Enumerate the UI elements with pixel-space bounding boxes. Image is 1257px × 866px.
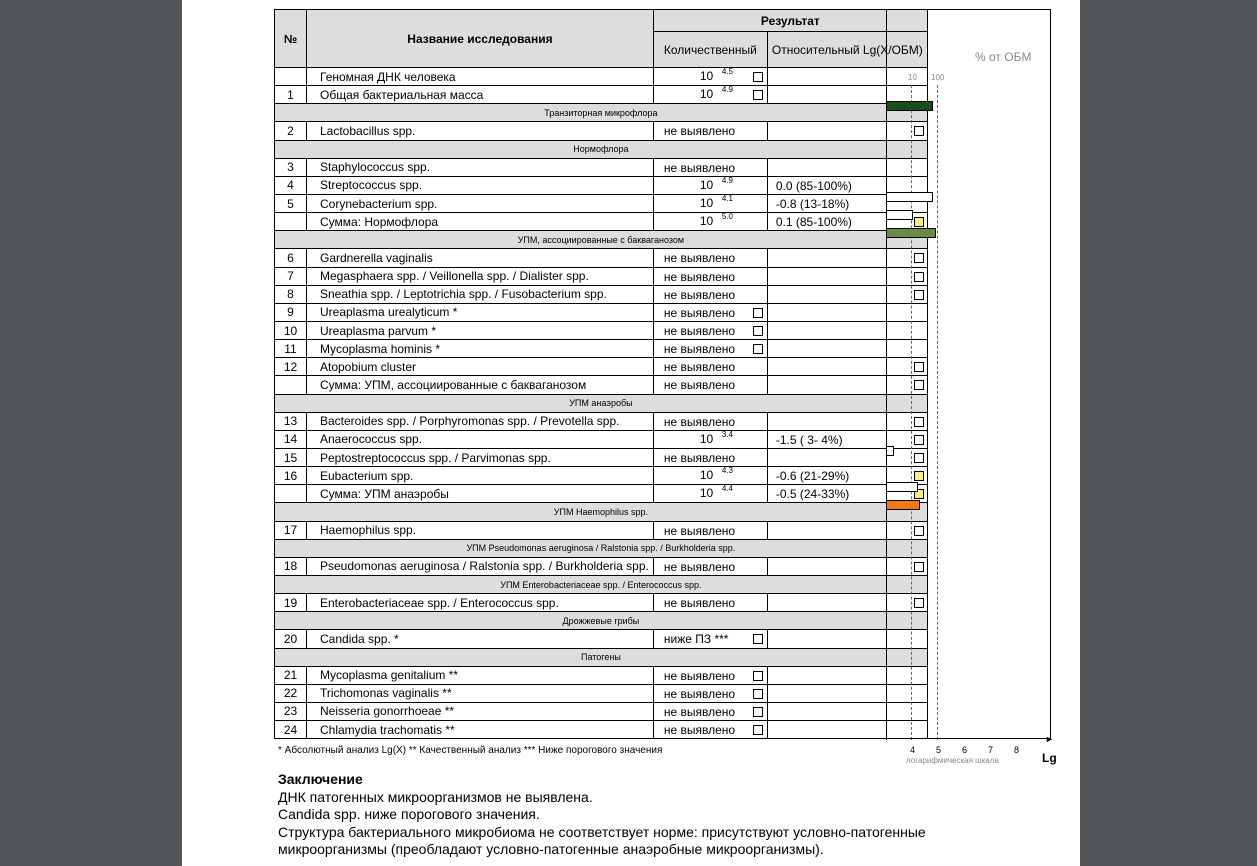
test-name: Chlamydia trachomatis ** [307,721,654,739]
quantitative-text: не выявлено [663,414,736,429]
table-row [275,521,928,539]
x-tick-8: 8 [1014,745,1020,755]
table-row [275,194,928,212]
x-axis-line [886,738,1048,739]
row-number: 9 [275,303,307,321]
test-name: Bacteroides spp. / Porphyromonas spp. / Prevotella spp. [307,412,654,430]
quantitative-result [653,285,767,303]
gridline-4 [911,85,912,740]
quantitative-text: не выявлено [663,360,736,375]
test-name: Corynebacterium spp. [307,194,654,212]
x-tick-5: 5 [936,745,942,755]
x-tick-7: 7 [988,745,994,755]
section-label: Транзиторная микрофлора [275,104,928,122]
quantitative-result [653,666,767,684]
quantitative-result [653,122,767,140]
section-row [275,104,928,122]
section-row [275,648,928,666]
row-number: 1 [275,86,307,104]
checkbox[interactable] [753,90,763,100]
section-label: Дрожжевые грибы [275,612,928,630]
quantitative-result [653,448,767,466]
quantitative-result [653,684,767,702]
table-row [275,158,928,176]
test-name: Ureaplasma parvum * [307,321,654,339]
test-name: Сумма: Нормофлора [307,213,654,231]
quantitative-result [653,358,767,376]
report-page [182,0,1080,866]
chart-bar [886,210,913,220]
relative-value: -0.5 (24-33%) [775,487,850,502]
table-row [275,68,928,86]
quantitative-text: не выявлено [663,323,736,338]
axis-unit-label: Lg [1042,751,1057,765]
row-number: 2 [275,122,307,140]
quantitative-base: 10 [699,468,714,483]
table-row [275,321,928,339]
x-axis-arrow-icon: ► [1045,734,1054,744]
quantitative-result [653,194,767,212]
section-label: УПМ Haemophilus spp. [275,503,928,521]
quantitative-result [653,68,767,86]
conclusion-line: ДНК патогенных микроорганизмов не выявлена. [278,788,593,805]
chart-title: % от ОБМ [975,50,1032,64]
table-row [275,721,928,739]
test-name: Сумма: УПМ, ассоциированные с бакваганозом [307,376,654,394]
checkbox[interactable] [753,707,763,717]
test-name: Trichomonas vaginalis ** [307,684,654,702]
table-row [275,122,928,140]
test-name: Геномная ДНК человека [307,68,654,86]
table-row [275,340,928,358]
table-row [275,376,928,394]
quantitative-exponent: 4.4 [721,484,733,494]
relative-value: 0.0 (85-100%) [775,178,852,193]
test-name: Candida spp. * [307,630,654,648]
row-number: 10 [275,321,307,339]
table-row [275,303,928,321]
quantitative-base: 10 [699,87,714,102]
row-number: 15 [275,448,307,466]
quantitative-result [653,702,767,720]
row-number [275,485,307,503]
table-row [275,267,928,285]
test-name: Сумма: УПМ анаэробы [307,485,654,503]
quantitative-text: не выявлено [663,269,736,284]
quantitative-text: не выявлено [663,378,736,393]
row-number: 18 [275,557,307,575]
quantitative-text: не выявлено [663,596,736,611]
test-name: Streptococcus spp. [307,176,654,194]
test-name: Pseudomonas aeruginosa / Ralstonia spp. / Burkholderia spp. [307,557,654,575]
quantitative-exponent: 3.4 [721,429,733,439]
row-number: 19 [275,594,307,612]
conclusion [278,771,926,859]
quantitative-base: 10 [699,214,714,229]
table-row [275,249,928,267]
gridline-5 [937,85,938,740]
section-label: Патогены [275,648,928,666]
test-name: Ureaplasma urealyticum * [307,303,654,321]
col-header-name: Название исследования [307,10,654,68]
quantitative-text: не выявлено [663,124,736,139]
test-name: Eubacterium spp. [307,467,654,485]
test-name: Haemophilus spp. [307,521,654,539]
quantitative-result [653,721,767,739]
section-row [275,140,928,158]
quantitative-exponent: 4.3 [721,466,733,476]
col-header-relative: Относительный Lg(X/ОБМ) [767,32,927,68]
quantitative-exponent: 4.9 [721,85,733,95]
quantitative-result [653,376,767,394]
x-tick-4: 4 [910,745,916,755]
section-row [275,503,928,521]
table-row [275,702,928,720]
row-number [275,376,307,394]
quantitative-result [653,86,767,104]
quantitative-result [653,630,767,648]
section-label: УПМ анаэробы [275,394,928,412]
row-number: 20 [275,630,307,648]
test-name: Mycoplasma hominis * [307,340,654,358]
row-number: 7 [275,267,307,285]
quantitative-text: ниже ПЗ *** [663,632,729,647]
conclusion-heading: Заключение [278,771,363,787]
row-number [275,68,307,86]
table-row [275,412,928,430]
quantitative-result [653,249,767,267]
checkbox[interactable] [753,308,763,318]
checkbox[interactable] [753,725,763,735]
table-row [275,86,928,104]
table-row [275,358,928,376]
chart-bar [886,101,933,111]
quantitative-exponent: 4.5 [721,67,733,76]
x-axis-label: логарифмическая шкала [906,756,999,765]
quantitative-base: 10 [699,486,714,501]
relative-value: 0.1 (85-100%) [775,215,852,230]
results-body [275,68,928,739]
quantitative-result [653,594,767,612]
quantitative-exponent: 4.1 [721,193,733,203]
quantitative-text: не выявлено [663,523,736,538]
top-tick-10: 10 [908,73,917,82]
section-row [275,539,928,557]
quantitative-result [653,158,767,176]
conclusion-line: Candida spp. ниже порогового значения. [278,806,540,822]
test-name: Anaerococcus spp. [307,430,654,448]
row-number: 6 [275,249,307,267]
quantitative-result [653,340,767,358]
section-label: УПМ Enterobacteriaceae spp. / Enterococcus spp. [275,575,928,593]
chart-bar [886,482,918,492]
table-row [275,684,928,702]
section-row [275,231,928,249]
checkbox[interactable] [753,72,763,82]
chart-bar [886,192,933,202]
row-number: 21 [275,666,307,684]
test-name: Sneathia spp. / Leptotrichia spp. / Fusobacterium spp. [307,285,654,303]
conclusion-line: Структура бактериального микробиома не соответствует норме: присутствуют условно-патогенные [278,823,926,840]
row-number: 14 [275,430,307,448]
table-row [275,285,928,303]
quantitative-text: не выявлено [663,668,736,683]
row-number: 13 [275,412,307,430]
top-tick-100: 100 [931,73,945,82]
quantitative-text: не выявлено [663,342,736,357]
test-name: Megasphaera spp. / Veillonella spp. / Dialister spp. [307,267,654,285]
col-header-quantitative: Количественный [653,32,767,68]
quantitative-text: не выявлено [663,305,736,320]
quantitative-text: не выявлено [663,251,736,266]
quantitative-result [653,430,767,448]
row-number: 5 [275,194,307,212]
quantitative-result [653,557,767,575]
test-name: Neisseria gonorrhoeae ** [307,702,654,720]
table-row [275,176,928,194]
col-header-result: Результат [653,10,927,32]
quantitative-text: не выявлено [663,704,736,719]
col-header-number: № [275,10,307,68]
quantitative-result [653,521,767,539]
chart-bar [886,446,894,456]
checkbox[interactable] [753,344,763,354]
test-name: Enterobacteriaceae spp. / Enterococcus spp. [307,594,654,612]
test-name: Mycoplasma genitalium ** [307,666,654,684]
row-number: 17 [275,521,307,539]
test-name: Atopobium cluster [307,358,654,376]
section-row [275,394,928,412]
quantitative-result [653,303,767,321]
relative-value: -0.6 (21-29%) [775,469,850,484]
quantitative-exponent: 5.0 [721,212,733,222]
quantitative-result [653,467,767,485]
section-row [275,612,928,630]
table-row [275,448,928,466]
section-row [275,575,928,593]
relative-value: -0.8 (13-18%) [775,196,850,211]
log-scale-chart [886,9,1051,740]
checkbox[interactable] [753,689,763,699]
quantitative-text: не выявлено [663,287,736,302]
conclusion-line: микроорганизмы (преобладают условно-патогенные анаэробные микроорганизмы). [278,841,824,857]
table-row [275,594,928,612]
checkbox[interactable] [753,634,763,644]
checkbox[interactable] [753,671,763,681]
table-row [275,666,928,684]
row-number [275,213,307,231]
quantitative-text: не выявлено [663,160,736,175]
chart-bar [886,500,920,510]
test-name: Общая бактериальная масса [307,86,654,104]
section-label: УПМ Pseudomonas aeruginosa / Ralstonia spp. / Burkholderia spp. [275,539,928,557]
quantitative-base: 10 [699,177,714,192]
row-number: 11 [275,340,307,358]
quantitative-result [653,485,767,503]
quantitative-text: не выявлено [663,559,736,574]
row-number: 24 [275,721,307,739]
section-label: УПМ, ассоциированные с бакваганозом [275,231,928,249]
table-row [275,430,928,448]
table-row [275,213,928,231]
quantitative-result [653,321,767,339]
row-number: 23 [275,702,307,720]
section-label: Нормофлора [275,140,928,158]
test-name: Peptostreptococcus spp. / Parvimonas spp. [307,448,654,466]
row-number: 22 [275,684,307,702]
row-number: 3 [275,158,307,176]
results-table [274,9,928,739]
quantitative-result [653,412,767,430]
quantitative-result [653,267,767,285]
table-row [275,630,928,648]
quantitative-base: 10 [699,69,714,83]
row-number: 12 [275,358,307,376]
test-name: Gardnerella vaginalis [307,249,654,267]
quantitative-text: не выявлено [663,450,736,465]
x-tick-6: 6 [962,745,968,755]
checkbox[interactable] [753,326,763,336]
quantitative-text: не выявлено [663,686,736,701]
test-name: Lactobacillus spp. [307,122,654,140]
table-row [275,485,928,503]
footnote: * Абсолютный анализ Lg(X) ** Качественный анализ *** Ниже порогового значения [278,745,663,756]
test-name: Staphylococcus spp. [307,158,654,176]
relative-value: -1.5 ( 3- 4%) [775,432,843,447]
table-row [275,557,928,575]
quantitative-result [653,176,767,194]
quantitative-base: 10 [699,431,714,446]
table-row [275,467,928,485]
quantitative-text: не выявлено [663,723,736,738]
row-number: 16 [275,467,307,485]
row-number: 4 [275,176,307,194]
quantitative-exponent: 4.9 [721,175,733,185]
row-number: 8 [275,285,307,303]
quantitative-result [653,213,767,231]
chart-bar [886,228,936,238]
quantitative-base: 10 [699,195,714,210]
